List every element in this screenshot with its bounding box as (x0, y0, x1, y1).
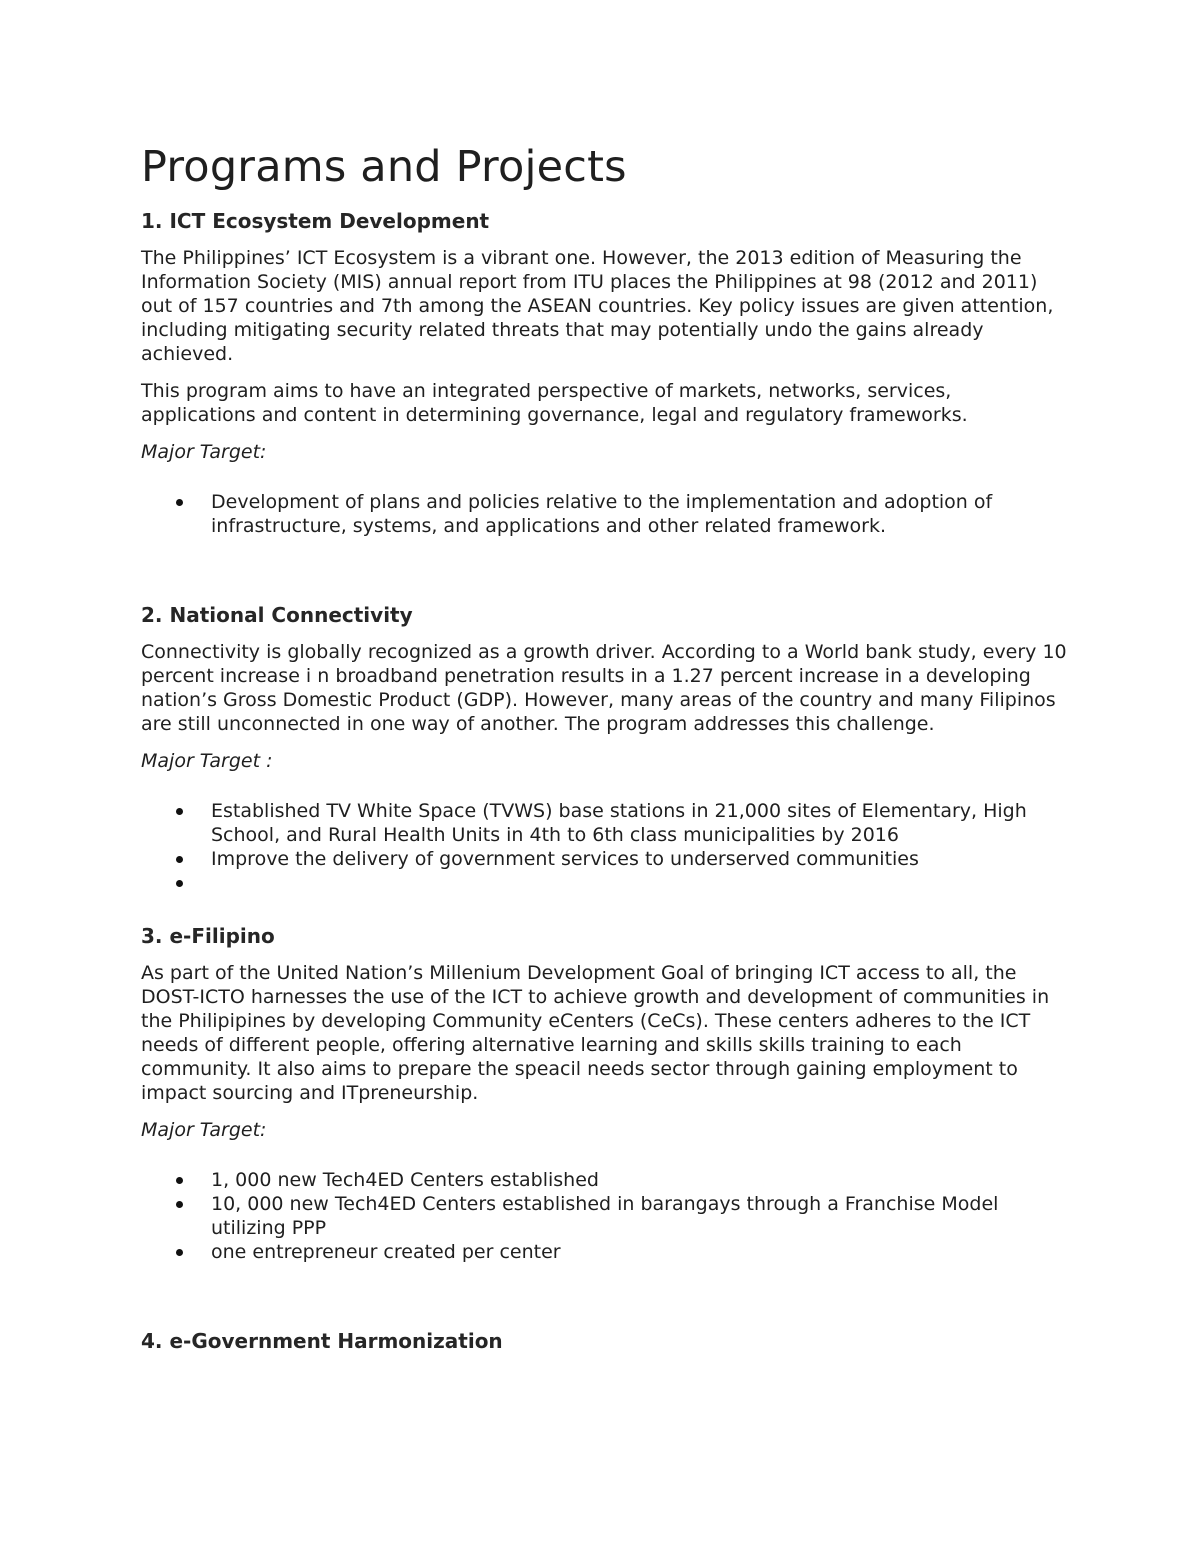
list-item: Established TV White Space (TVWS) base stations in 21,000 sites of Elementary, High School, and Rural Health Units in 4th to 6th class municipalities by 2016 (141, 799, 1071, 847)
major-target-label: Major Target: (141, 441, 267, 463)
section-paragraph: Connectivity is globally recognized as a growth driver. According to a World bank study, every 10 percent increase i n broadband penetration results in a 1.27 percent increase in a developing nation’s Gross Domestic Product (GDP). However, many areas of the country and many Filipinos are still unconnected in one way of another. The program addresses this challenge. (141, 641, 1067, 735)
target-list (141, 490, 1071, 538)
section-heading: 3. e-Filipino (141, 924, 275, 948)
section-paragraph: As part of the United Nation’s Millenium Development Goal of bringing ICT access to all, the DOST-ICTO harnesses the use of the ICT to achieve growth and development of communities in the Philipipines by developing Community eCenters (CeCs). These centers adheres to the ICT needs of different people, offering alternative learning and skills skills training to each community. It also aims to prepare the speacil needs sector through gaining employment to impact sourcing and ITpreneurship. (141, 962, 1050, 1104)
list-item: Improve the delivery of government services to underserved communities (141, 847, 1071, 871)
section-ict-ecosystem (141, 208, 1071, 538)
section-heading: 1. ICT Ecosystem Development (141, 209, 490, 233)
section-paragraph: The Philippines’ ICT Ecosystem is a vibrant one. However, the 2013 edition of Measuring the Information Society (MIS) annual report from ITU places the Philippines at 98 (2012 and 2011) out of 157 countries and 7th among the ASEAN countries. Key policy issues are given attention, including mitigating security related threats that may potentially undo the gains already achieved. (141, 247, 1054, 365)
section-e-filipino (141, 923, 1071, 1264)
list-item: 10, 000 new Tech4ED Centers established in barangays through a Franchise Model utilizing PPP (141, 1192, 1071, 1240)
section-e-government (141, 1328, 1071, 1354)
list-item: Development of plans and policies relative to the implementation and adoption of infrastructure, systems, and applications and other related framework. (141, 490, 1071, 538)
list-item (141, 871, 1071, 895)
target-list (141, 799, 1071, 895)
target-list (141, 1168, 1071, 1264)
list-item: one entrepreneur created per center (141, 1240, 1071, 1264)
major-target-label: Major Target: (141, 1119, 267, 1141)
section-heading: 4. e-Government Harmonization (141, 1329, 503, 1353)
document-title: Programs and Projects (141, 142, 627, 192)
major-target-label: Major Target : (141, 750, 273, 772)
document-page (141, 140, 1071, 1366)
section-heading: 2. National Connectivity (141, 603, 413, 627)
list-item: 1, 000 new Tech4ED Centers established (141, 1168, 1071, 1192)
section-national-connectivity (141, 602, 1071, 895)
section-paragraph: This program aims to have an integrated perspective of markets, networks, services, applications and content in determining governance, legal and regulatory frameworks. (141, 380, 968, 426)
